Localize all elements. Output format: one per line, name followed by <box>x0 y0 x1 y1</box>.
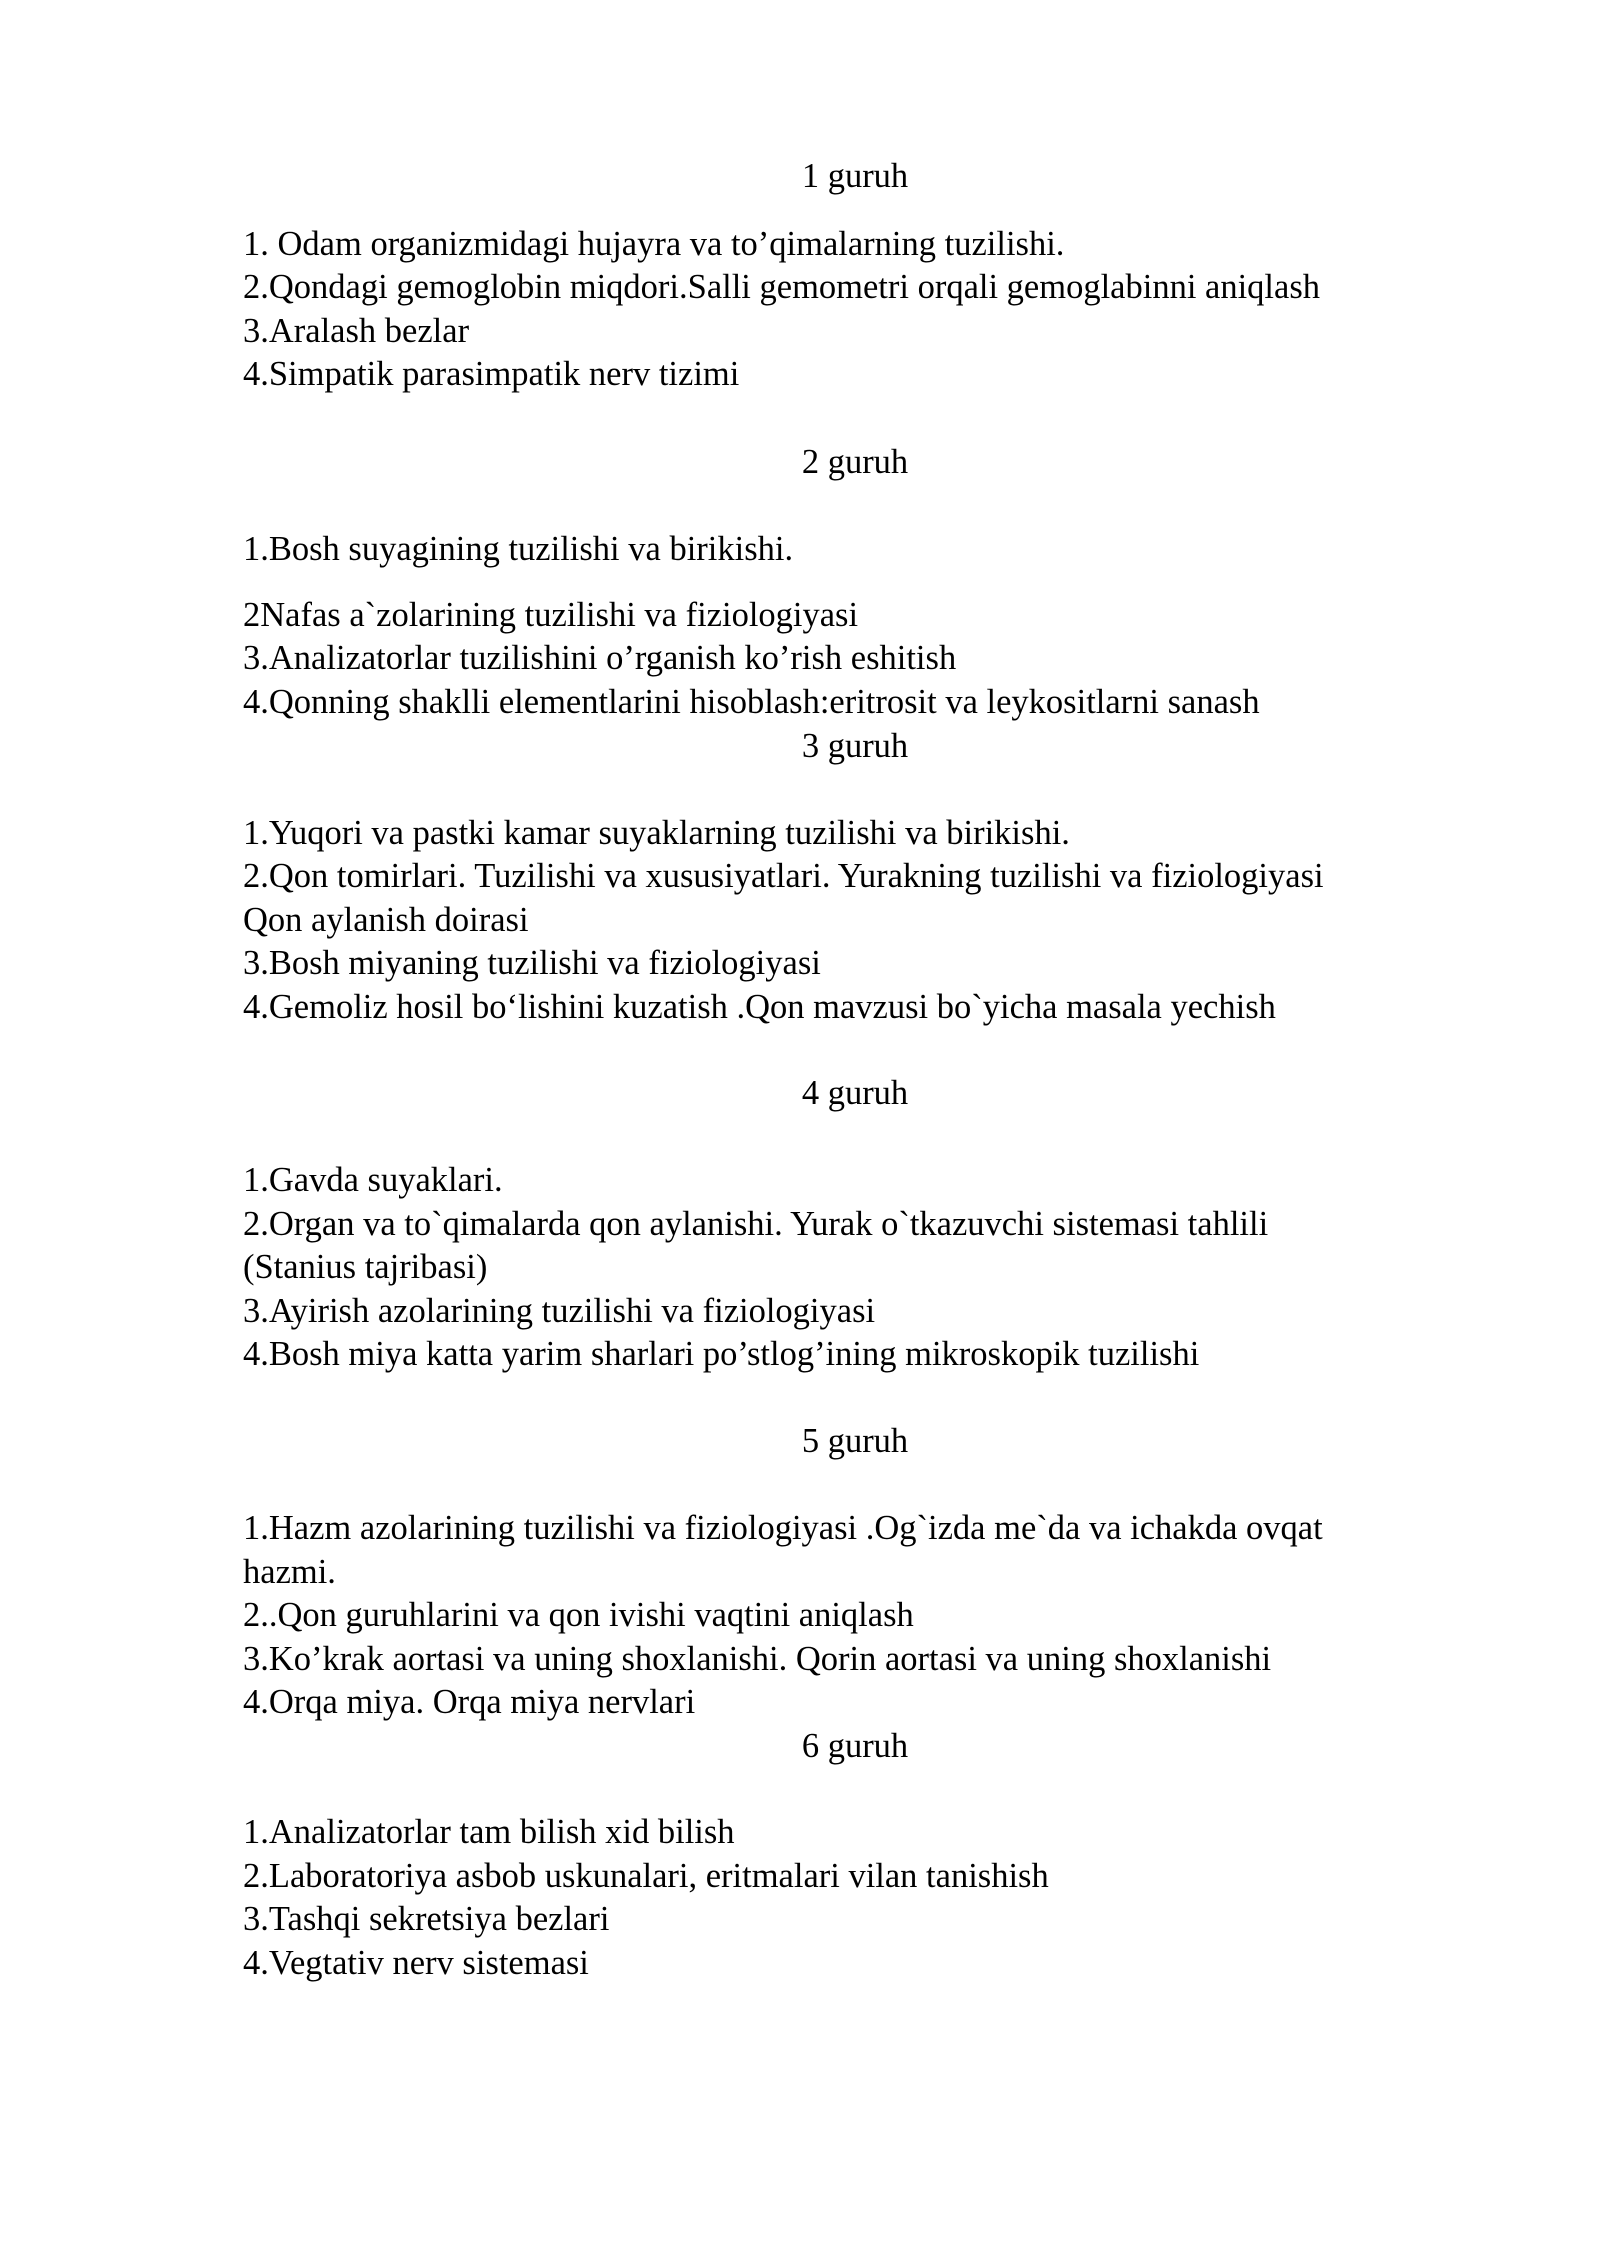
group-2-heading: 2 guruh <box>801 443 909 481</box>
group-5-item-3: 3.Ko’krak aortasi va uning shoxlanishi. Qorin aortasi va uning shoxlanishi <box>243 1640 1272 1678</box>
group-5-item-1-cont: hazmi. <box>243 1553 336 1591</box>
group-4-item-2: 2.Organ va to`qimalarda qon aylanishi. Yurak o`tkazuvchi sistemasi tahlili <box>243 1205 1269 1243</box>
group-5-item-1: 1.Hazm azolarining tuzilishi va fiziologiyasi .Og`izda me`da va ichakda ovqat <box>243 1509 1323 1547</box>
group-2-item-2: 2Nafas a`zolarining tuzilishi va fiziologiyasi <box>243 596 859 634</box>
group-4-heading: 4 guruh <box>801 1074 909 1112</box>
group-2-item-4: 4.Qonning shaklli elementlarini hisoblash:eritrosit va leykositlarni sanash <box>243 683 1260 721</box>
group-3-item-3: 3.Bosh miyaning tuzilishi va fiziologiyasi <box>243 944 821 982</box>
group-3-item-2-cont: Qon aylanish doirasi <box>243 901 529 939</box>
group-5-heading: 5 guruh <box>801 1422 909 1460</box>
group-6-item-1: 1.Analizatorlar tam bilish xid bilish <box>243 1813 735 1851</box>
group-1-item-1: 1. Odam organizmidagi hujayra va to’qimalarning tuzilishi. <box>243 225 1065 263</box>
group-4-item-4: 4.Bosh miya katta yarim sharlari po’stlog’ining mikroskopik tuzilishi <box>243 1335 1200 1373</box>
group-3-item-4: 4.Gemoliz hosil bo‘lishini kuzatish .Qon mavzusi bo`yicha masala yechish <box>243 988 1276 1026</box>
group-4-item-3: 3.Ayirish azolarining tuzilishi va fiziologiyasi <box>243 1292 876 1330</box>
group-5-item-2: 2..Qon guruhlarini va qon ivishi vaqtini aniqlash <box>243 1596 914 1634</box>
group-6-item-3: 3.Tashqi sekretsiya bezlari <box>243 1900 610 1938</box>
group-4-item-1: 1.Gavda suyaklari. <box>243 1161 503 1199</box>
group-1-heading: 1 guruh <box>801 157 909 195</box>
group-2-item-1: 1.Bosh suyagining tuzilishi va birikishi. <box>243 530 794 568</box>
group-1-item-2: 2.Qondagi gemoglobin miqdori.Salli gemometri orqali gemoglabinni aniqlash <box>243 268 1320 306</box>
group-4-item-2-cont: (Stanius tajribasi) <box>243 1248 488 1286</box>
group-2-item-3: 3.Analizatorlar tuzilishini o’rganish ko’rish eshitish <box>243 639 957 677</box>
group-6-heading: 6 guruh <box>801 1727 909 1765</box>
group-3-item-2: 2.Qon tomirlari. Tuzilishi va xususiyatlari. Yurakning tuzilishi va fiziologiyasi <box>243 857 1324 895</box>
group-1-item-3: 3.Aralash bezlar <box>243 312 470 350</box>
group-6-item-4: 4.Vegtativ nerv sistemasi <box>243 1944 589 1982</box>
group-5-item-4: 4.Orqa miya. Orqa miya nervlari <box>243 1683 696 1721</box>
group-6-item-2: 2.Laboratoriya asbob uskunalari, eritmalari vilan tanishish <box>243 1857 1049 1895</box>
group-1-item-4: 4.Simpatik parasimpatik nerv tizimi <box>243 355 740 393</box>
group-3-item-1: 1.Yuqori va pastki kamar suyaklarning tuzilishi va birikishi. <box>243 814 1070 852</box>
group-3-heading: 3 guruh <box>801 727 909 765</box>
